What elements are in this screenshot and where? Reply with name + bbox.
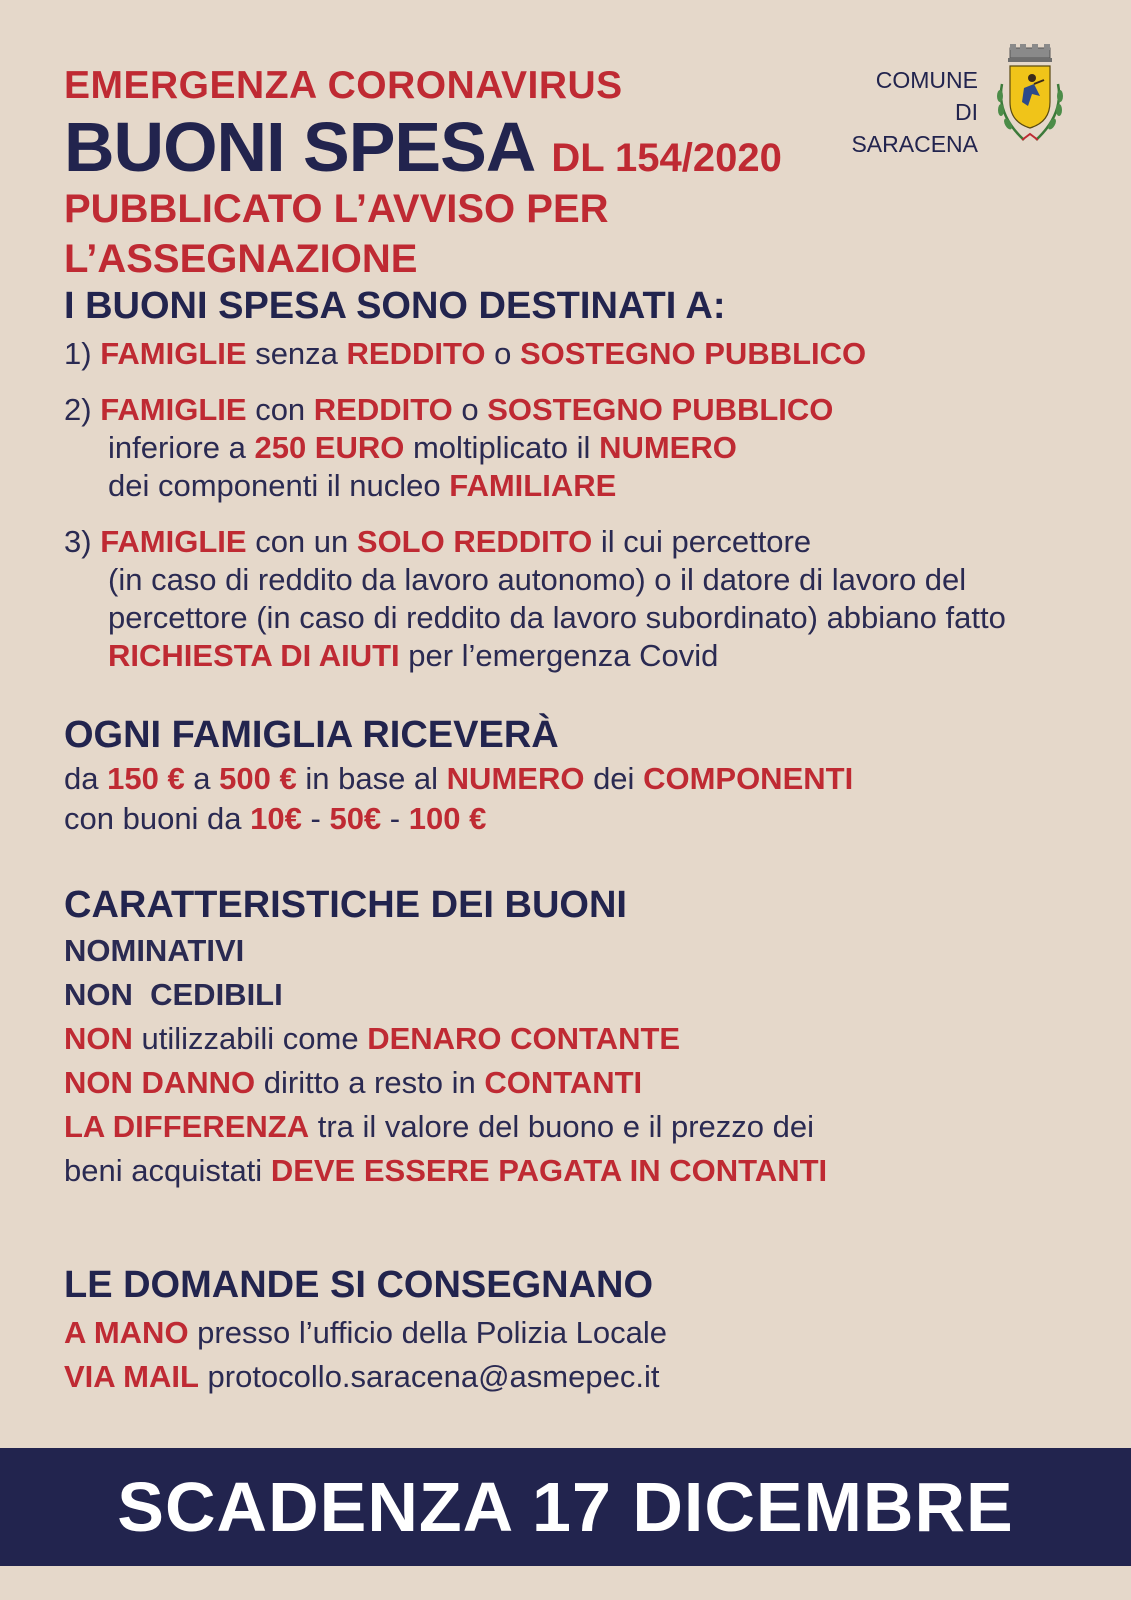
recipients-title: I BUONI SPESA SONO DESTINATI A: bbox=[64, 285, 726, 327]
feature-line-1: NOMINATIVI bbox=[64, 933, 245, 968]
submission-title: LE DOMANDE SI CONSEGNANO bbox=[64, 1264, 654, 1306]
amount-line-2: con buoni da 10€ - 50€ - 100 € bbox=[64, 801, 487, 836]
feature-line-4: NON DANNO diritto a resto in CONTANTI bbox=[64, 1065, 643, 1100]
features-title: CARATTERISTICHE DEI BUONI bbox=[64, 884, 627, 926]
email-address: protocollo.saracena@asmepec.it bbox=[198, 1359, 660, 1394]
amount-title: OGNI FAMIGLIA RICEVERÀ bbox=[64, 714, 559, 756]
decree-label: DL 154/2020 bbox=[551, 136, 782, 180]
header-subtitle: PUBBLICATO L’AVVISO PER L’ASSEGNAZIONE bbox=[64, 187, 609, 281]
submission-line-1: A MANO presso l’ufficio della Polizia Locale bbox=[64, 1315, 668, 1350]
logo-text bbox=[838, 64, 978, 160]
feature-line-6: beni acquistati DEVE ESSERE PAGATA IN CONTANTI bbox=[64, 1153, 828, 1188]
logo-line-2: DI SARACENA bbox=[851, 99, 978, 157]
feature-line-5: LA DIFFERENZA tra il valore del buono e il prezzo dei bbox=[64, 1109, 815, 1144]
header-title-row bbox=[64, 110, 964, 184]
header-kicker: EMERGENZA CORONAVIRUS bbox=[64, 64, 623, 107]
submission-section bbox=[64, 1262, 1104, 1396]
recipient-item-2: 2) FAMIGLIE con REDDITO o SOSTEGNO PUBBLICO inferiore a 250 EURO moltiplicato il NUMERO dei componenti il nucleo FAMILIARE bbox=[64, 392, 834, 503]
recipient-item-3: 3) FAMIGLIE con un SOLO REDDITO il cui percettore (in caso di reddito da lavoro autonomo) o il datore di lavoro del percettore (in caso di reddito da lavoro subordinato) abbiano fatto RICHIESTA DI AIUTI per l’emergenza Covid bbox=[64, 524, 1006, 673]
submission-line-2: VIA MAIL protocollo.saracena@asmepec.it bbox=[64, 1359, 660, 1394]
municipality-logo bbox=[838, 44, 1078, 157]
recipient-item-1: 1) FAMIGLIE senza REDDITO o SOSTEGNO PUBBLICO bbox=[64, 336, 867, 371]
page-title: BUONI SPESA bbox=[64, 108, 536, 186]
amount-section bbox=[64, 712, 1104, 838]
recipients-section bbox=[64, 283, 1104, 675]
coat-of-arms-icon bbox=[988, 44, 1072, 148]
amount-line-1: da 150 € a 500 € in base al NUMERO dei COMPONENTI bbox=[64, 761, 854, 796]
header bbox=[64, 62, 964, 284]
deadline-banner bbox=[0, 1448, 1131, 1566]
feature-line-3: NON utilizzabili come DENARO CONTANTE bbox=[64, 1021, 681, 1056]
features-section bbox=[64, 882, 1104, 1190]
feature-line-2: NON CEDIBILI bbox=[64, 977, 283, 1012]
deadline-text: SCADENZA 17 DICEMBRE bbox=[117, 1468, 1014, 1546]
logo-line-1: COMUNE bbox=[875, 67, 978, 93]
